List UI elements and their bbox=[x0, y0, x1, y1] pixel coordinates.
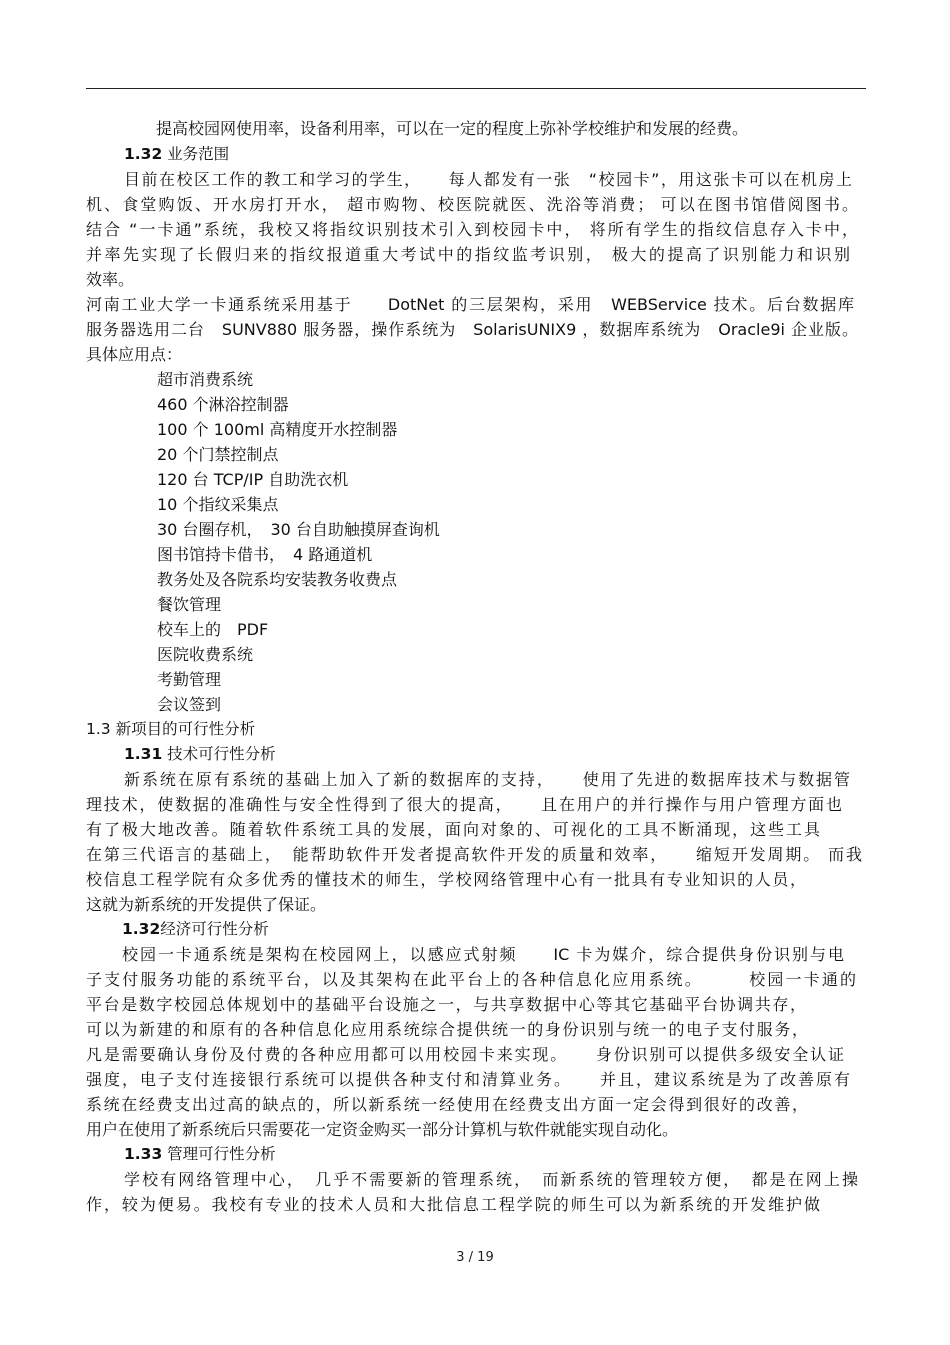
list-item: 120 台 TCP/IP 自助洗衣机 bbox=[157, 470, 349, 489]
text-line: 在第三代语言的基础上， 能帮助软件开发者提高软件开发的质量和效率， 缩短开发周期。 而我 bbox=[86, 845, 862, 864]
text-line: 这就为新系统的开发提供了保证。 bbox=[86, 895, 327, 914]
section-heading bbox=[124, 742, 276, 767]
text-line: 平台是数字校园总体规划中的基础平台设施之一，与共享数据中心等其它基础平台协调共存， bbox=[86, 995, 806, 1014]
list-item: 教务处及各院系均安装教务收费点 bbox=[157, 570, 398, 589]
text-line: 理技术，使数据的准确性与安全性得到了很大的提高， 且在用户的并行操作与用户管理方面也 bbox=[86, 795, 842, 814]
text-line: 具体应用点： bbox=[86, 345, 183, 364]
text-line: 河南工业大学一卡通系统采用基于 DotNet 的三层架构，采用 WEBService 技术。后台数据库 bbox=[86, 295, 854, 314]
text-line: 用户在使用了新系统后只需要花一定资金购买一部分计算机与软件就能实现自动化。 bbox=[86, 1120, 679, 1139]
text-line: 强度，电子支付连接银行系统可以提供各种支付和清算业务。 并且，建议系统是为了改善原有 bbox=[86, 1070, 850, 1089]
section-heading: 1.3 新项目的可行性分析 bbox=[86, 720, 256, 738]
list-item: 图书馆持卡借书， 4 路通道机 bbox=[157, 545, 373, 564]
page-number: 3 / 19 bbox=[456, 1250, 494, 1265]
text-line: 系统在经费支出过高的缺点的，所以新系统一经使用在经费支出方面一定会得到很好的改善， bbox=[86, 1095, 808, 1114]
text-line: 机、食堂购饭、开水房打开水， 超市购物、校医院就医、洗浴等消费； 可以在图书馆借阅图书。 bbox=[86, 195, 858, 214]
list-item: 校车上的 PDF bbox=[157, 620, 269, 639]
section-number: 1.31 bbox=[124, 745, 163, 763]
section-title: 业务范围 bbox=[162, 145, 230, 163]
list-item: 20 个门禁控制点 bbox=[157, 445, 279, 464]
list-item: 10 个指纹采集点 bbox=[157, 495, 279, 514]
list-item: 100 个 100ml 高精度开水控制器 bbox=[157, 420, 398, 439]
text-line: 校信息工程学院有众多优秀的懂技术的师生，学校网络管理中心有一批具有专业知识的人员， bbox=[86, 870, 806, 889]
text-line: 有了极大地改善。随着软件系统工具的发展，面向对象的、可视化的工具不断涌现，这些工具 bbox=[86, 820, 820, 839]
text-line: 结合 “一卡通”系统，我校又将指纹识别技术引入到校园卡中， 将所有学生的指纹信息存入卡中， bbox=[86, 220, 858, 239]
section-title: 技术可行性分析 bbox=[162, 745, 276, 763]
text-line: 可以为新建的和原有的各种信息化应用系统综合提供统一的身份识别与统一的电子支付服务， bbox=[86, 1020, 808, 1039]
text-line: 目前在校区工作的教工和学习的学生， 每人都发有一张 “校园卡”，用这张卡可以在机房上 bbox=[124, 170, 852, 189]
list-item: 460 个淋浴控制器 bbox=[157, 395, 289, 414]
section-number: 1.33 bbox=[124, 1145, 163, 1163]
section-heading bbox=[124, 1142, 276, 1167]
text-line: 效率。 bbox=[86, 270, 135, 289]
list-item: 30 台圈存机， 30 台自助触摸屏查询机 bbox=[157, 520, 440, 539]
text-line: 并率先实现了长假归来的指纹报道重大考试中的指纹监考识别， 极大的提高了识别能力和识别 bbox=[86, 245, 850, 264]
text-line: 子支付服务功能的系统平台，以及其架构在此平台上的各种信息化应用系统。 校园一卡通的 bbox=[86, 970, 856, 989]
list-item: 会议签到 bbox=[157, 695, 222, 714]
header-rule bbox=[86, 88, 866, 89]
text-line: 学校有网络管理中心， 几乎不需要新的管理系统， 而新系统的管理较方便， 都是在网上操 bbox=[124, 1170, 858, 1189]
text-line: 服务器选用二台 SUNV880 服务器，操作系统为 SolarisUNIX9 ，数据库系统为 Oracle9i 企业版。 bbox=[86, 320, 858, 339]
list-item: 超市消费系统 bbox=[157, 370, 254, 389]
section-title: 管理可行性分析 bbox=[162, 1145, 276, 1163]
text-line: 提高校园网使用率，设备利用率，可以在一定的程度上弥补学校维护和发展的经费。 bbox=[156, 119, 749, 138]
section-number: 1.32 bbox=[122, 920, 161, 938]
list-item: 餐饮管理 bbox=[157, 595, 222, 614]
section-title: 经济可行性分析 bbox=[160, 920, 269, 938]
text-line: 凡是需要确认身份及付费的各种应用都可以用校园卡来实现。 身份识别可以提供多级安全认证 bbox=[86, 1045, 844, 1064]
list-item: 考勤管理 bbox=[157, 670, 222, 689]
section-heading bbox=[122, 917, 269, 942]
text-line: 校园一卡通系统是架构在校园网上，以感应式射频 IC 卡为媒介，综合提供身份识别与电 bbox=[122, 945, 844, 964]
list-item: 医院收费系统 bbox=[157, 645, 254, 664]
text-line: 新系统在原有系统的基础上加入了新的数据库的支持， 使用了先进的数据库技术与数据管 bbox=[124, 770, 850, 789]
section-heading bbox=[124, 142, 229, 167]
section-number: 1.32 bbox=[124, 145, 163, 163]
text-line: 作，较为便易。我校有专业的技术人员和大批信息工程学院的师生可以为新系统的开发维护做 bbox=[86, 1195, 820, 1214]
